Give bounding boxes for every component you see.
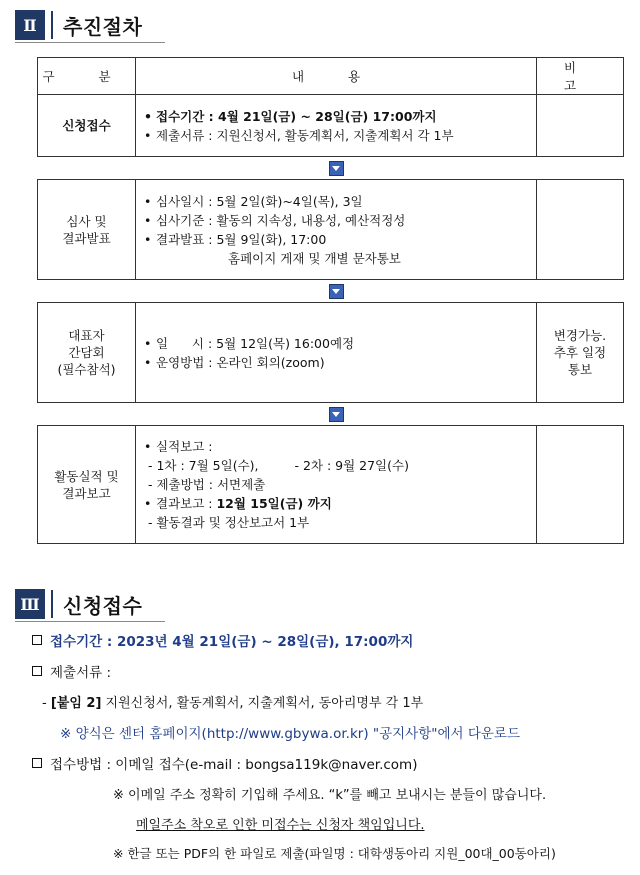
list-item: • 제출서류 : 지원신청서, 활동계획서, 지출계획서 각 1부	[144, 126, 528, 145]
table-header-row	[38, 58, 624, 95]
checkbox-square-icon	[32, 666, 42, 676]
arrow-down-icon	[329, 407, 344, 422]
subitem-part: - 2차 : 9월 27일(수)	[294, 458, 409, 473]
row-category: 신청접수	[38, 95, 136, 157]
apply-period-text: 접수기간 : 2023년 4월 21일(금) ~ 28일(금), 17:00까지	[50, 634, 414, 650]
email-note-1: ※ 이메일 주소 정확히 기입해 주세요. “k”를 빼고 보내시는 분들이 많습니다.	[113, 788, 547, 803]
category-line: 결과보고	[62, 485, 111, 501]
form-note: ※ 양식은 센터 홈페이지(http://www.gbywa.or.kr) "공지사항"에서 다운로드	[60, 726, 520, 742]
category-line: 심사 및	[66, 213, 107, 229]
divider	[51, 590, 53, 618]
category-line: 결과발표	[62, 230, 111, 246]
list-subitem: - 제출방법 : 서면제출	[148, 477, 266, 492]
list-item: • 접수기간 : 4월 21일(금) ~ 28일(금) 17:00까지	[144, 107, 528, 126]
apply-method-text: 접수방법 : 이메일 접수(e-mail : bongsa119k@naver.com)	[50, 757, 418, 773]
divider	[51, 11, 53, 39]
row-content	[136, 180, 537, 280]
checkbox-square-icon	[32, 758, 42, 768]
list-item: • 운영방법 : 온라인 회의(zoom)	[144, 353, 528, 372]
attach-tag: [붙임 2]	[50, 696, 102, 711]
section-title: 신청접수	[63, 593, 143, 618]
header-category: 구 분	[38, 58, 136, 95]
section-number: Ⅱ	[15, 10, 45, 40]
table-row	[38, 426, 624, 544]
list-subitem: - 활동결과 및 정산보고서 1부	[148, 515, 310, 530]
category-line: 간담회	[68, 345, 105, 360]
row-content	[136, 303, 537, 403]
list-item: • 심사기준 : 활동의 지속성, 내용성, 예산적정성	[144, 211, 528, 230]
table-row	[38, 180, 624, 280]
row-category	[38, 426, 136, 544]
apply-method	[32, 753, 417, 773]
list-item: • 일 시 : 5월 12일(목) 16:00예정	[144, 334, 528, 353]
row-content	[136, 426, 537, 544]
note-line: 추후 일정	[553, 345, 607, 360]
row-category	[38, 303, 136, 403]
list-item-continuation: 홈페이지 게재 및 개별 문자통보	[228, 250, 401, 266]
item-bold: 12월 15일(금) 까지	[216, 496, 332, 511]
table-row	[38, 95, 624, 157]
apply-attach: - [붙임 2] 지원신청서, 활동계획서, 지출계획서, 동아리명부 각 1부	[42, 696, 424, 711]
email-note-2: 메일주소 착오로 인한 미접수는 신청자 책임입니다.	[136, 818, 425, 833]
note-line: 변경가능.	[553, 328, 607, 343]
process-table	[37, 57, 624, 544]
row-note	[537, 426, 624, 544]
list-item: • 실적보고 :	[144, 437, 528, 456]
row-category	[38, 180, 136, 280]
category-line: (필수참석)	[57, 362, 116, 377]
header-note: 비 고	[537, 58, 624, 95]
row-content	[136, 95, 537, 157]
section-underline	[15, 42, 165, 43]
checkbox-square-icon	[32, 635, 42, 645]
apply-docs	[32, 661, 111, 681]
table-row	[38, 303, 624, 403]
subitem-part: - 1차 : 7월 5일(수),	[148, 458, 259, 473]
list-subitem	[144, 456, 528, 475]
section-3-header	[15, 589, 142, 619]
list-item: • 심사일시 : 5월 2일(화)~4일(목), 3일	[144, 192, 528, 211]
arrow-row	[38, 157, 624, 180]
arrow-row	[38, 403, 624, 426]
row-note	[537, 180, 624, 280]
note-line: 통보	[567, 362, 593, 377]
list-item	[144, 494, 528, 513]
attach-text: 지원신청서, 활동계획서, 지출계획서, 동아리명부 각 1부	[105, 696, 424, 711]
apply-period	[32, 630, 413, 650]
list-item: • 결과발표 : 5월 9일(화), 17:00	[144, 230, 528, 249]
category-line: 활동실적 및	[54, 468, 119, 484]
arrow-down-icon	[329, 284, 344, 299]
section-underline	[15, 621, 165, 622]
arrow-row	[38, 280, 624, 303]
section-number: Ⅲ	[15, 589, 45, 619]
section-2-header	[15, 10, 142, 40]
file-note: ※ 한글 또는 PDF의 한 파일로 제출(파일명 : 대학생동아리 지원_00대_00동아리)	[113, 846, 556, 861]
item-prefix: 결과보고 :	[156, 496, 217, 511]
arrow-down-icon	[329, 161, 344, 176]
apply-docs-label: 제출서류 :	[50, 665, 112, 681]
category-line: 대표자	[68, 328, 105, 343]
header-content: 내 용	[136, 58, 537, 95]
row-note	[537, 95, 624, 157]
row-note	[537, 303, 624, 403]
section-title: 추진절차	[63, 14, 143, 39]
